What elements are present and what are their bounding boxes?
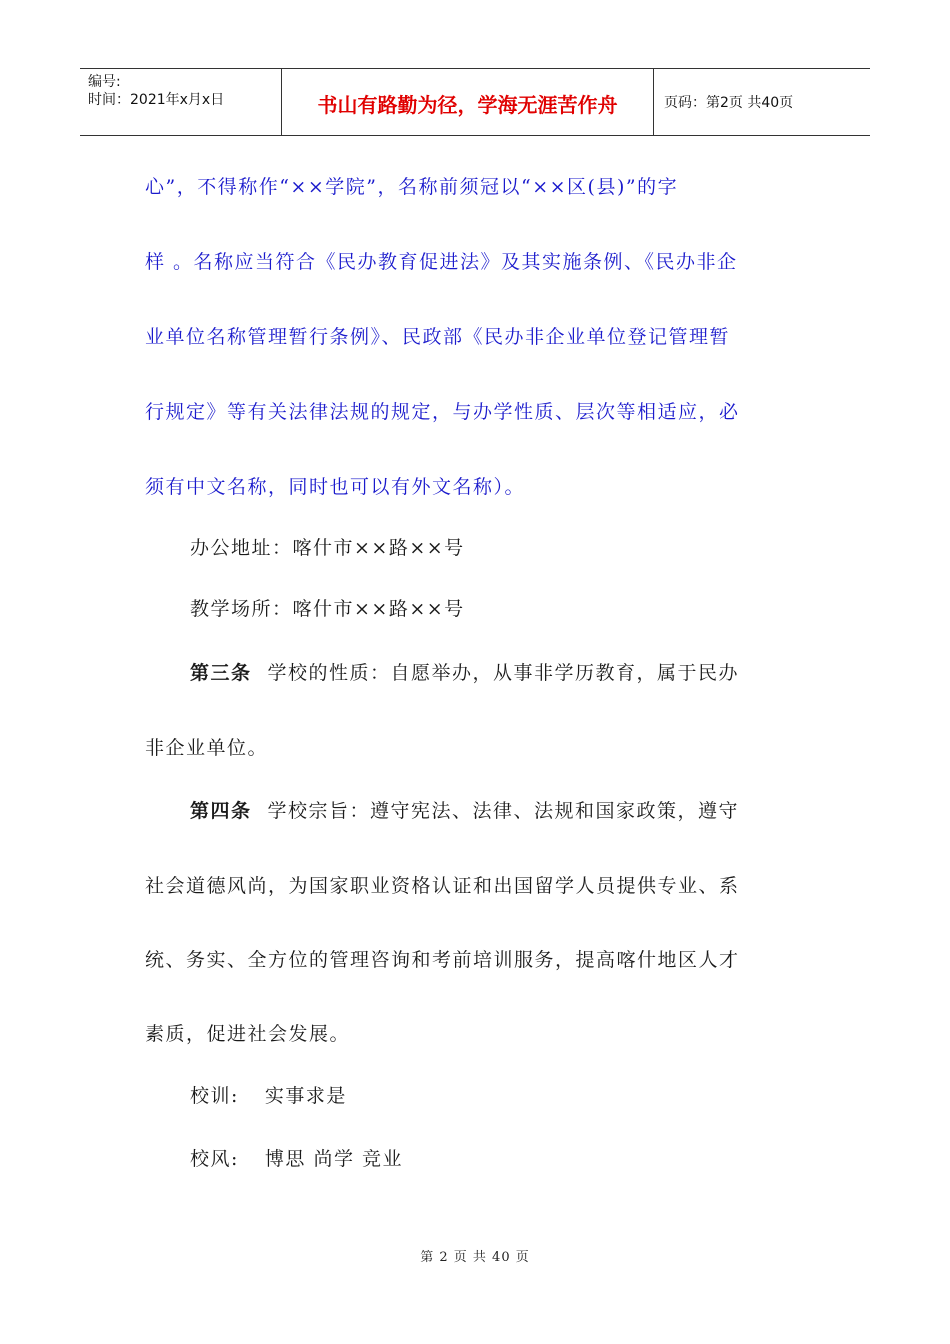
body-line-5: 须有中文名称，同时也可以有外文名称）。	[145, 476, 526, 498]
school-ethos	[190, 1144, 855, 1171]
body-line-4: 行规定》等有关法律法规的规定，与办学性质、层次等相适应，必	[145, 401, 740, 423]
article-3	[190, 658, 855, 685]
article-4-line-2: 统、务实、全方位的管理咨询和考前培训服务，提高喀什地区人才	[145, 949, 740, 971]
office-address: 办公地址：喀什市××路××号	[190, 537, 465, 559]
article-4-title: 第四条	[190, 800, 252, 822]
article-3-text: 学校的性质：自愿举办，从事非学历教育，属于民办	[267, 662, 740, 684]
school-motto	[190, 1081, 855, 1108]
article-4-text: 学校宗旨：遵守宪法、法律、法规和国家政策，遵守	[267, 800, 740, 822]
teaching-site: 教学场所：喀什市××路××号	[190, 598, 465, 620]
header-motto: 书山有路勤为径，学海无涯苦作舟	[282, 69, 654, 135]
header-page-info: 页码：第2页 共40页	[664, 95, 794, 111]
page-header	[80, 68, 870, 136]
body-line-2: 样 。名称应当符合《民办教育促进法》及其实施条例、《民办非企	[145, 251, 738, 273]
article-4-line-1: 社会道德风尚，为国家职业资格认证和出国留学人员提供专业、系	[145, 875, 740, 897]
time-label: 时间：2021年x月x日	[88, 92, 225, 108]
school-motto-label: 校训:	[190, 1085, 239, 1107]
school-ethos-value: 博思 尚学 竞业	[264, 1148, 403, 1170]
article-4-line-3: 素质，促进社会发展。	[145, 1023, 351, 1045]
school-ethos-label: 校风:	[190, 1148, 239, 1170]
body-line-1: 心”，不得称作“××学院”，名称前须冠以“××区(县)”的字	[145, 176, 679, 198]
page-footer: 第 2 页 共 40 页	[420, 1250, 530, 1265]
header-meta	[80, 69, 282, 135]
number-label: 编号:	[88, 74, 121, 90]
body-line-3: 业单位名称管理暂行条例》、民政部《民办非企业单位登记管理暂	[145, 326, 731, 348]
article-4	[190, 796, 855, 823]
article-3-title: 第三条	[190, 662, 252, 684]
school-motto-value: 实事求是	[264, 1085, 347, 1107]
article-3-cont: 非企业单位。	[145, 737, 269, 759]
